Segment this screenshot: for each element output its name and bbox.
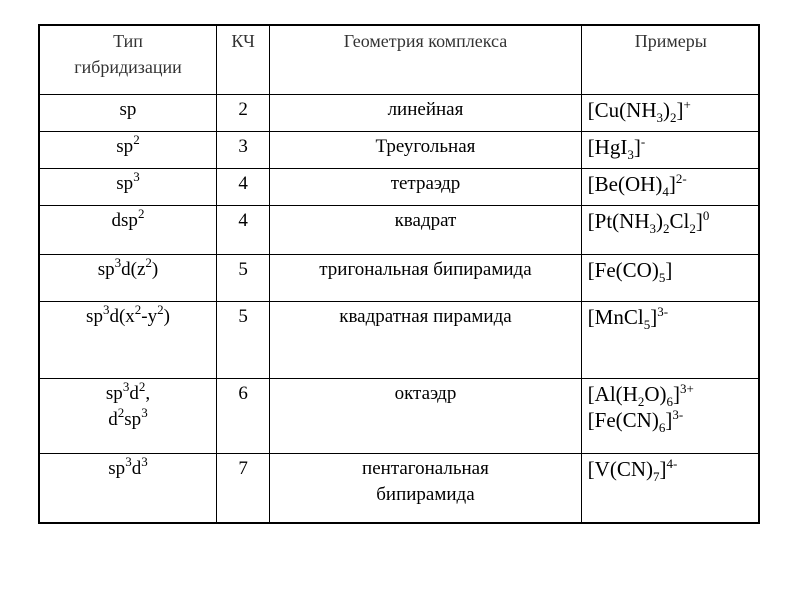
header-complex-geometry: Геометрия комплекса (270, 25, 581, 95)
cell-coordination-number: 7 (216, 454, 269, 524)
cell-geometry: квадратная пирамида (270, 302, 581, 379)
header-hybridization-type (39, 25, 216, 95)
table-row (39, 95, 759, 132)
table-header-row (39, 25, 759, 95)
table-row (39, 132, 759, 169)
cell-example: $[V(CN)_7]^{4-}$ (581, 454, 759, 524)
cell-coordination-number: 4 (216, 206, 269, 255)
hybridization-table (38, 24, 760, 524)
cell-hybridization-type: $sp^3$ (39, 169, 216, 206)
cell-example: [MnCl$_5$]$^{3-}$ (581, 302, 759, 379)
cell-hybridization-type: sp (39, 95, 216, 132)
cell-hybridization-type: dsp$^2$ (39, 206, 216, 255)
cell-example: [HgI$_3$]- (581, 132, 759, 169)
cell-hybridization-type: $sp^3d(z^2)$ (39, 255, 216, 302)
table-row (39, 255, 759, 302)
cell-hybridization-type: $sp^3d^3$ (39, 454, 216, 524)
cell-geometry: линейная (270, 95, 581, 132)
cell-example: $[Be(OH)_4]^{2-}$ (581, 169, 759, 206)
cell-coordination-number: 5 (216, 255, 269, 302)
cell-hybridization-type: $sp^3d^2$, $d^2sp^3$ (39, 379, 216, 454)
header-coordination-number: КЧ (216, 25, 269, 95)
cell-hybridization-type: $sp^2$ (39, 132, 216, 169)
table-row (39, 206, 759, 255)
table-row (39, 169, 759, 206)
cell-geometry: пентагональная бипирамида (270, 454, 581, 524)
cell-coordination-number: 5 (216, 302, 269, 379)
table-row (39, 302, 759, 379)
cell-example: $[Pt(NH_3)_2Cl_2]^0$ (581, 206, 759, 255)
cell-example: $[Fe(CO)_5]$ (581, 255, 759, 302)
header-type-line1: Тип (113, 31, 143, 51)
header-type-line2: гибридизации (74, 57, 182, 77)
cell-hybridization-type: $sp^3d(x^2-y^2)$ (39, 302, 216, 379)
header-examples: Примеры (581, 25, 759, 95)
cell-example: $[Al(H_2O)_6]^{3+}$ $[Fe(CN)_6]^{3-}$ (581, 379, 759, 454)
cell-geometry: тригональная бипирамида (270, 255, 581, 302)
cell-coordination-number: 3 (216, 132, 269, 169)
cell-geometry: квадрат (270, 206, 581, 255)
table-row (39, 454, 759, 524)
cell-geometry: тетраэдр (270, 169, 581, 206)
cell-coordination-number: 4 (216, 169, 269, 206)
cell-coordination-number: 6 (216, 379, 269, 454)
table-row (39, 379, 759, 454)
cell-geometry: октаэдр (270, 379, 581, 454)
cell-coordination-number: 2 (216, 95, 269, 132)
cell-example: $[Cu(NH_3)_2]^+$ (581, 95, 759, 132)
cell-geometry: Треугольная (270, 132, 581, 169)
